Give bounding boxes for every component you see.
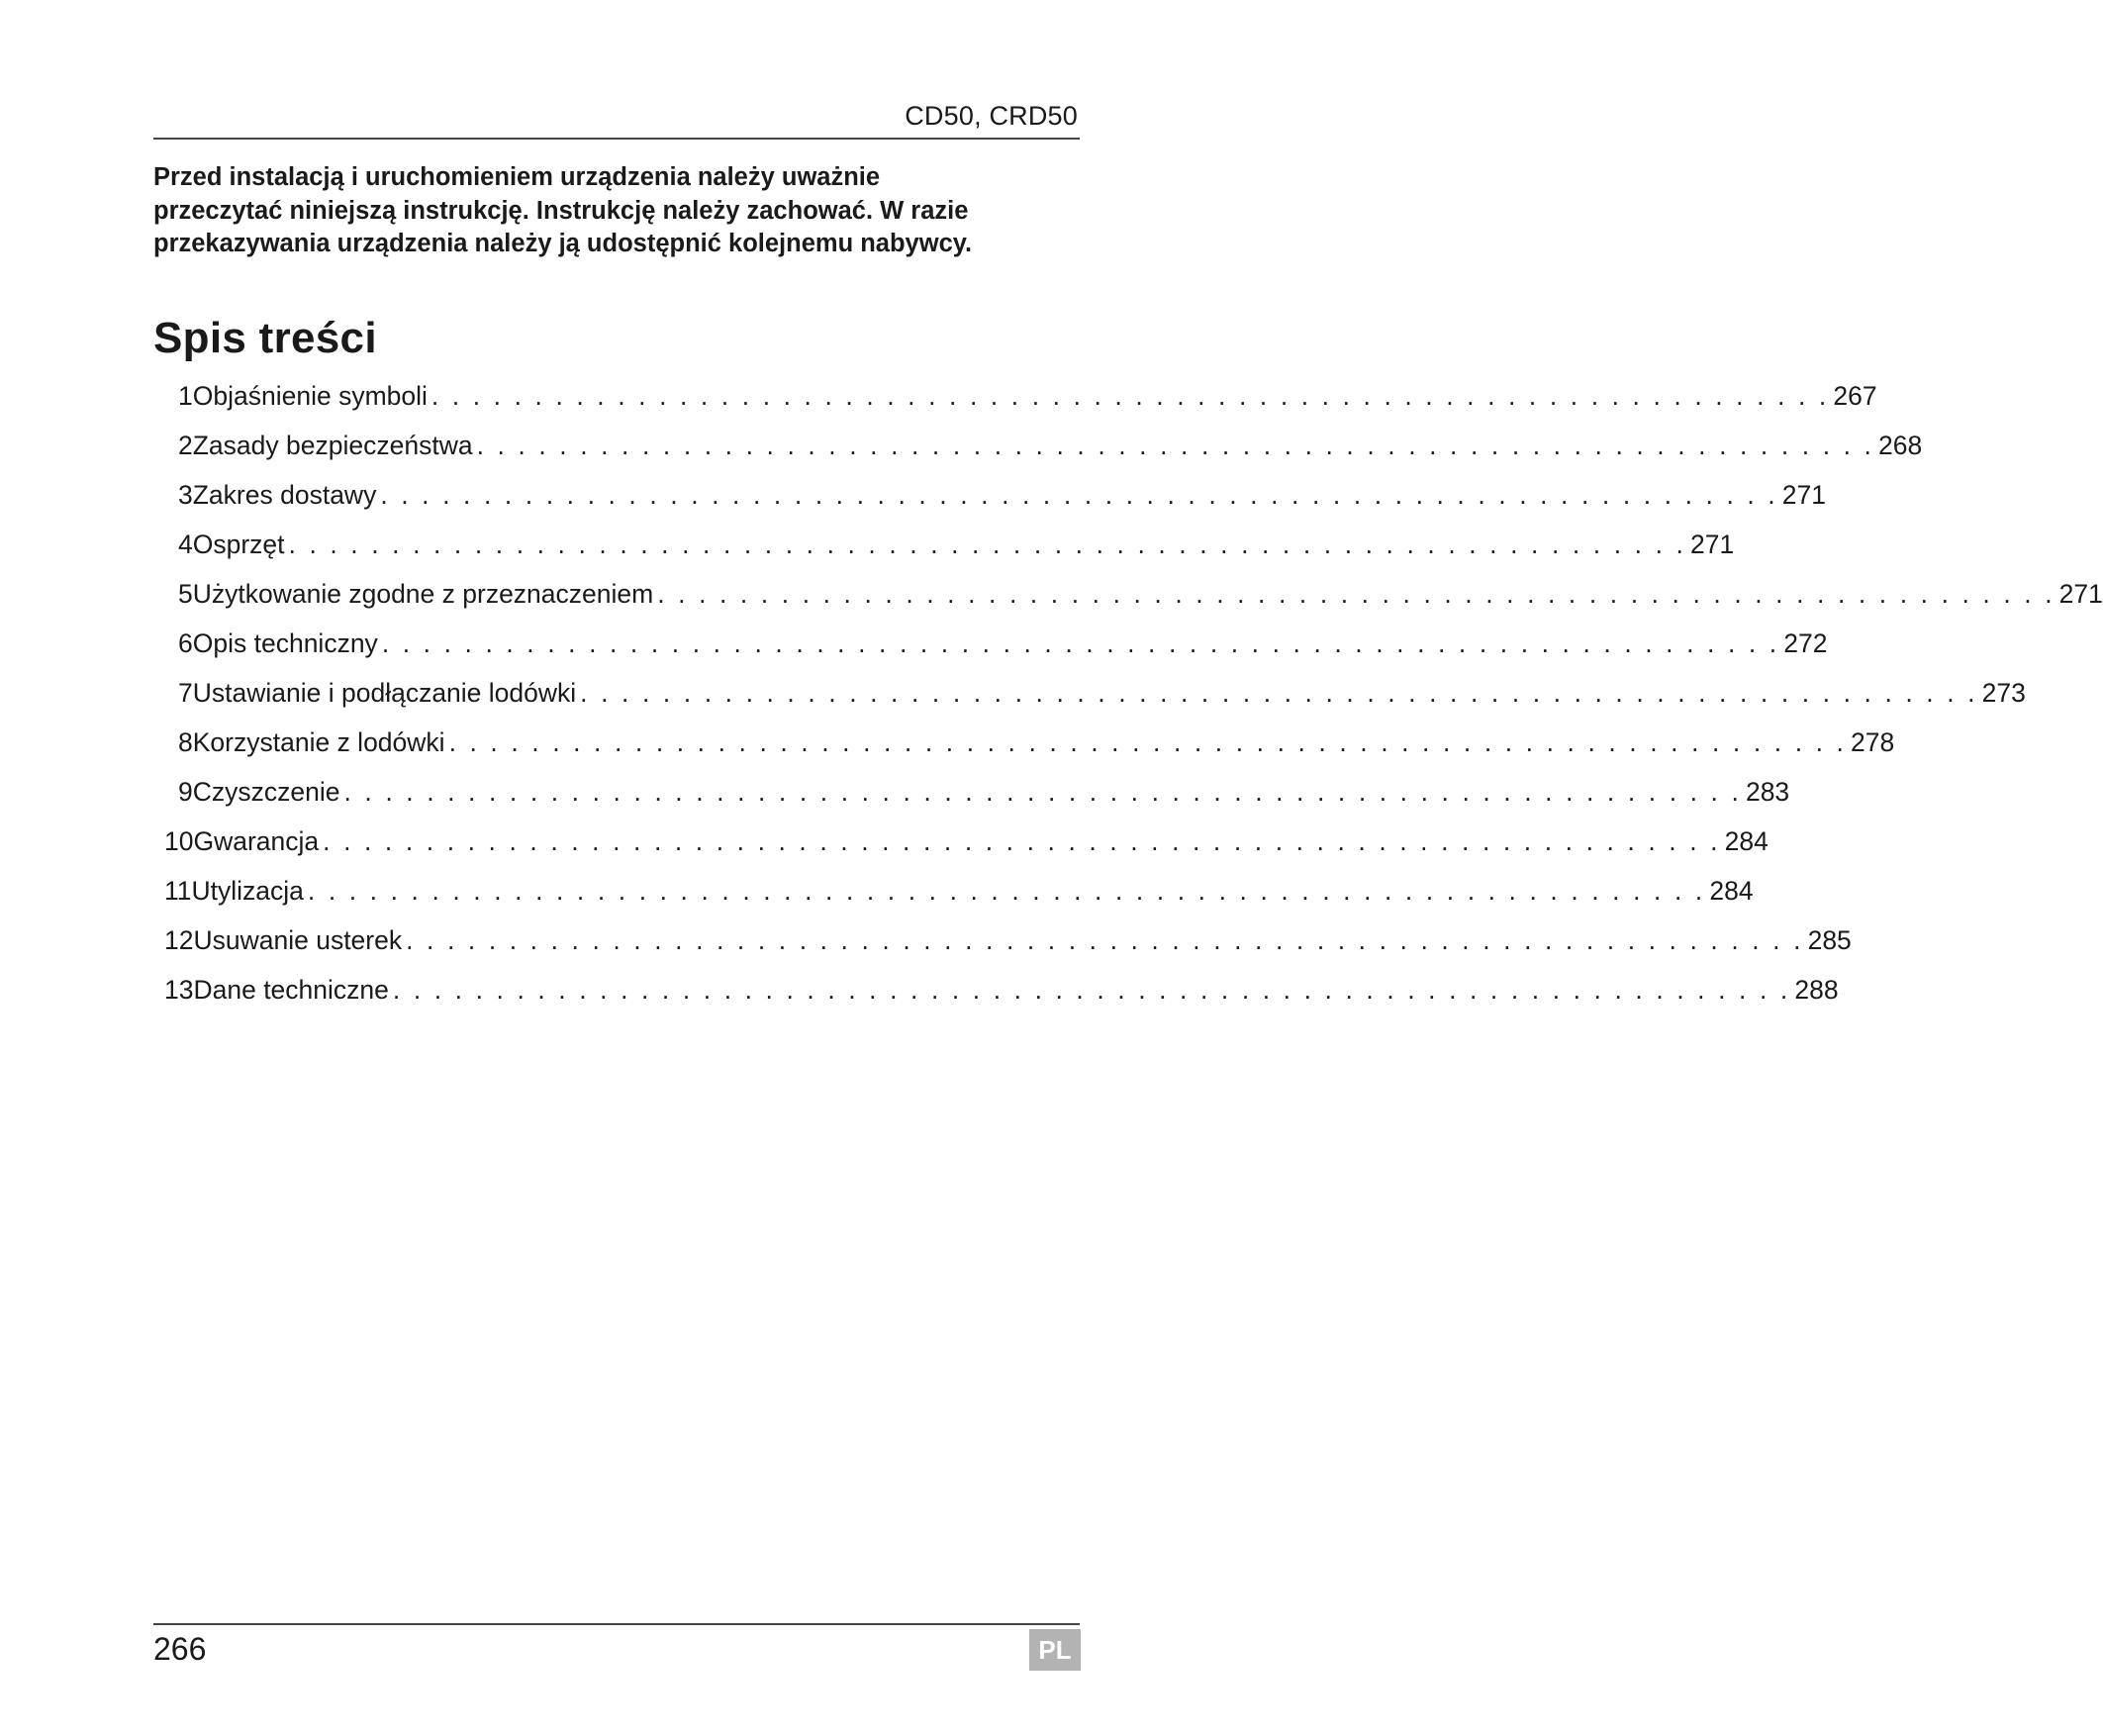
toc-entry-label: Dane techniczne [193,975,389,1005]
toc-entry-number: 6 [178,628,193,658]
toc-title: Spis treści [153,314,377,362]
toc-leader-dots: . . . . . . . . . . . . . . . . . . . . . . . . . . . . . . . . . . . . . . . . . . . . . . . . . . . . . . . . . . . . . . . . . . . . [343,777,1742,807]
toc-entry-9[interactable] [178,777,1790,817]
toc-entry-label: Użytkowanie zgodne z przeznaczeniem [192,579,654,609]
toc-entry-page: 267 [1833,381,1877,411]
language-badge: PL [1029,1629,1081,1671]
toc-entry-number: 4 [178,530,193,559]
toc-leader-dots: . . . . . . . . . . . . . . . . . . . . . . . . . . . . . . . . . . . . . . . . . . . . . . . . . . . . . . . . . . . . . . . . . . . . [657,579,2055,609]
toc-leader-dots: . . . . . . . . . . . . . . . . . . . . . . . . . . . . . . . . . . . . . . . . . . . . . . . . . . . . . . . . . . . . . . . . . . . . [323,826,1721,856]
toc-leader-dots: . . . . . . . . . . . . . . . . . . . . . . . . . . . . . . . . . . . . . . . . . . . . . . . . . . . . . . . . . . . . . . . . . . . . [476,431,1875,460]
toc-entry-number: 13 [164,975,194,1005]
toc-entry-label: Usuwanie usterek [193,925,403,955]
toc-leader-dots: . . . . . . . . . . . . . . . . . . . . . . . . . . . . . . . . . . . . . . . . . . . . . . . . . . . . . . . . . . . . . . . . . . . . [406,925,1804,955]
toc-entry-number: 7 [178,678,193,708]
toc-entry-page: 272 [1783,628,1828,658]
toc-entry-number: 3 [178,480,193,510]
toc-entry-10[interactable] [164,826,1768,866]
toc-entry-label: Gwarancja [193,826,320,856]
toc-entry-1[interactable] [178,381,1877,421]
toc-entry-page: 285 [1807,925,1852,955]
toc-entry-5[interactable] [178,579,2103,619]
toc-entry-page: 288 [1794,975,1839,1005]
toc-entry-page: 284 [1709,876,1754,906]
toc-entry-11[interactable] [164,876,1754,916]
toc-entry-page: 271 [1781,480,1826,510]
toc-entry-label: Zakres dostawy [192,480,377,510]
toc-entry-page: 271 [2058,579,2103,609]
toc-leader-dots: . . . . . . . . . . . . . . . . . . . . . . . . . . . . . . . . . . . . . . . . . . . . . . . . . . . . . . . . . . . . . . . . . . . . [307,876,1706,906]
intro-line: przeczytać niniejszą instrukcję. Instrukcję należy zachować. W razie [153,196,969,225]
toc-entry-number: 2 [178,431,193,460]
toc-entry-number: 8 [178,727,193,757]
toc-entry-page: 283 [1745,777,1790,807]
toc-entry-number: 11 [164,876,192,906]
toc-leader-dots: . . . . . . . . . . . . . . . . . . . . . . . . . . . . . . . . . . . . . . . . . . . . . . . . . . . . . . . . . . . . . . . . . . . . [580,678,1978,708]
toc-entry-6[interactable] [178,628,1828,668]
toc-entry-number: 12 [164,925,194,955]
intro-line: Przed instalacją i uruchomieniem urządzenia należy uważnie [153,163,881,191]
toc-leader-dots: . . . . . . . . . . . . . . . . . . . . . . . . . . . . . . . . . . . . . . . . . . . . . . . . . . . . . . . . . . . . . . . . . . . . [430,381,1830,411]
toc-entry-label: Osprzęt [192,530,285,559]
toc-entry-page: 271 [1689,530,1735,559]
header-divider [153,138,1080,140]
toc-entry-13[interactable] [164,975,1839,1014]
toc-entry-label: Czyszczenie [192,777,340,807]
toc-entry-4[interactable] [178,530,1735,569]
toc-entry-label: Korzystanie z lodówki [192,727,445,757]
toc-entry-number: 5 [178,579,193,609]
footer-divider [153,1623,1080,1625]
toc-entry-number: 9 [178,777,193,807]
page-number: 266 [153,1631,207,1667]
toc-entry-number: 10 [164,826,194,856]
toc-leader-dots: . . . . . . . . . . . . . . . . . . . . . . . . . . . . . . . . . . . . . . . . . . . . . . . . . . . . . . . . . . . . . . . . . . . . [448,727,1848,757]
toc-leader-dots: . . . . . . . . . . . . . . . . . . . . . . . . . . . . . . . . . . . . . . . . . . . . . . . . . . . . . . . . . . . . . . . . . . . . [381,628,1780,658]
toc-leader-dots: . . . . . . . . . . . . . . . . . . . . . . . . . . . . . . . . . . . . . . . . . . . . . . . . . . . . . . . . . . . . . . . . . . . . [288,530,1686,559]
toc-entry-7[interactable] [178,678,2026,718]
toc-entry-label: Utylizacja [191,876,304,906]
toc-entry-page: 268 [1878,431,1923,460]
toc-entry-12[interactable] [164,925,1852,965]
intro-notice [153,161,1084,261]
toc-entry-page: 273 [1981,678,2026,708]
toc-entry-8[interactable] [178,727,1895,767]
toc-entry-label: Objaśnienie symboli [192,381,428,411]
toc-leader-dots: . . . . . . . . . . . . . . . . . . . . . . . . . . . . . . . . . . . . . . . . . . . . . . . . . . . . . . . . . . . . . . . . . . . . [392,975,1791,1005]
toc-entry-label: Ustawianie i podłączanie lodówki [192,678,577,708]
toc-entry-2[interactable] [178,431,1923,470]
toc-leader-dots: . . . . . . . . . . . . . . . . . . . . . . . . . . . . . . . . . . . . . . . . . . . . . . . . . . . . . . . . . . . . . . . . . . . . [380,480,1778,510]
toc-entry-page: 284 [1724,826,1768,856]
intro-line: przekazywania urządzenia należy ją udostępnić kolejnemu nabywcy. [153,230,973,257]
toc-entry-label: Opis techniczny [192,628,378,658]
toc-entry-label: Zasady bezpieczeństwa [192,431,473,460]
toc-entry-number: 1 [178,381,193,411]
toc-entry-page: 278 [1851,727,1895,757]
document-model-header: CD50, CRD50 [905,101,1078,131]
toc-entry-3[interactable] [178,480,1826,520]
